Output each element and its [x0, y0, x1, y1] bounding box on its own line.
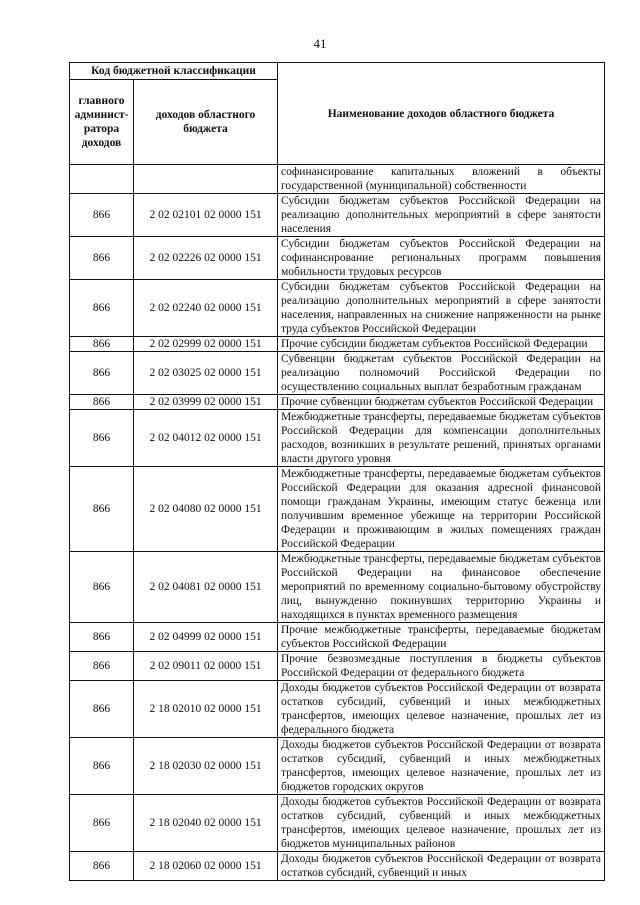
table-row — [70, 395, 605, 410]
admin-code-cell: 866 — [70, 410, 134, 467]
income-name-cell: Субсидии бюджетам субъектов Российской Федерации на реализацию дополнительных мероприятий в сфере занятости населения — [278, 194, 605, 237]
table-row — [70, 337, 605, 352]
table-row — [70, 852, 605, 881]
admin-code-cell: 866 — [70, 852, 134, 881]
income-name-cell: Субвенции бюджетам субъектов Российской Федерации на реализацию полномочий Российской Федерации по осуществлению социальных выплат безработным гражданам — [278, 352, 605, 395]
income-name-cell: Доходы бюджетов субъектов Российской Федерации от возврата остатков субсидий, субвенций и иных межбюджетных трансфертов, имеющих целевое назначение, прошлых лет из федерального бюджета — [278, 681, 605, 738]
admin-code-cell: 866 — [70, 237, 134, 280]
income-name-cell: софинансирование капитальных вложений в объекты государственной (муниципальной) собственности — [278, 165, 605, 194]
income-name-cell: Прочие субвенции бюджетам субъектов Российской Федерации — [278, 395, 605, 410]
admin-code-cell: 866 — [70, 194, 134, 237]
income-code-cell — [134, 165, 278, 194]
income-name-cell: Межбюджетные трансферты, передаваемые бюджетам субъектов Российской Федерации для компенсации дополнительных расходов, возникших в результате решений, принятых органами власти другого уровня — [278, 410, 605, 467]
admin-code-cell: 866 — [70, 280, 134, 337]
table-row — [70, 738, 605, 795]
table-row — [70, 652, 605, 681]
income-name-cell: Прочие межбюджетные трансферты, передаваемые бюджетам субъектов Российской Федерации — [278, 623, 605, 652]
table-row — [70, 280, 605, 337]
page-number: 41 — [313, 36, 327, 51]
income-name-cell: Прочие безвозмездные поступления в бюджеты субъектов Российской Федерации от федерального бюджета — [278, 652, 605, 681]
admin-code-cell: 866 — [70, 623, 134, 652]
income-name-cell: Доходы бюджетов субъектов Российской Федерации от возврата остатков субсидий, субвенций и иных — [278, 852, 605, 881]
admin-code-cell: 866 — [70, 681, 134, 738]
header-admin-code: главного админист-ратора доходов — [70, 80, 134, 165]
income-code-cell: 2 18 02030 02 0000 151 — [134, 738, 278, 795]
table-row — [70, 681, 605, 738]
table-row — [70, 552, 605, 623]
admin-code-cell: 866 — [70, 467, 134, 552]
table-row — [70, 795, 605, 852]
income-name-cell: Межбюджетные трансферты, передаваемые бюджетам субъектов Российской Федерации для оказания адресной финансовой помощи гражданам Украины, имеющим статус беженца или получившим временное убежище на территории Российской Федерации и проживающим в жилых помещениях граждан Российской Федерации — [278, 467, 605, 552]
income-code-cell: 2 02 03999 02 0000 151 — [134, 395, 278, 410]
income-code-cell: 2 02 04081 02 0000 151 — [134, 552, 278, 623]
admin-code-cell: 866 — [70, 337, 134, 352]
income-code-cell: 2 02 02226 02 0000 151 — [134, 237, 278, 280]
income-name-cell: Субсидии бюджетам субъектов Российской Федерации на реализацию дополнительных мероприятий в сфере занятости населения, направленных на снижение напряженности на рынке труда субъектов Российской Федерации — [278, 280, 605, 337]
income-code-cell: 2 02 02999 02 0000 151 — [134, 337, 278, 352]
income-code-cell: 2 02 02240 02 0000 151 — [134, 280, 278, 337]
income-name-cell: Субсидии бюджетам субъектов Российской Федерации на софинансирование региональных программ повышения мобильности трудовых ресурсов — [278, 237, 605, 280]
table-row — [70, 165, 605, 194]
table-row — [70, 237, 605, 280]
income-code-cell: 2 02 04999 02 0000 151 — [134, 623, 278, 652]
income-name-cell: Прочие субсидии бюджетам субъектов Российской Федерации — [278, 337, 605, 352]
income-code-cell: 2 02 04012 02 0000 151 — [134, 410, 278, 467]
admin-code-cell: 866 — [70, 738, 134, 795]
income-code-cell: 2 02 03025 02 0000 151 — [134, 352, 278, 395]
admin-code-cell — [70, 165, 134, 194]
budget-classification-table — [69, 62, 605, 881]
income-code-cell: 2 02 02101 02 0000 151 — [134, 194, 278, 237]
income-code-cell: 2 18 02040 02 0000 151 — [134, 795, 278, 852]
table-row — [70, 352, 605, 395]
table-row — [70, 410, 605, 467]
admin-code-cell: 866 — [70, 795, 134, 852]
header-budget-code: Код бюджетной классификации — [70, 63, 278, 80]
income-name-cell: Межбюджетные трансферты, передаваемые бюджетам субъектов Российской Федерации на финансовое обеспечение мероприятий по временному социально-бытовому обустройству лиц, вынужденно покинувших территорию Украины и находящихся в пунктах временного размещения — [278, 552, 605, 623]
income-name-cell: Доходы бюджетов субъектов Российской Федерации от возврата остатков субсидий, субвенций и иных межбюджетных трансфертов, имеющих целевое назначение, прошлых лет из бюджетов муниципальных районов — [278, 795, 605, 852]
header-income-code: доходов областного бюджета — [134, 80, 278, 165]
admin-code-cell: 866 — [70, 552, 134, 623]
admin-code-cell: 866 — [70, 652, 134, 681]
table-row — [70, 194, 605, 237]
table-row — [70, 623, 605, 652]
table-body — [70, 165, 605, 881]
table-row — [70, 467, 605, 552]
header-income-name: Наименование доходов областного бюджета — [278, 63, 605, 165]
income-code-cell: 2 18 02010 02 0000 151 — [134, 681, 278, 738]
income-name-cell: Доходы бюджетов субъектов Российской Федерации от возврата остатков субсидий, субвенций и иных межбюджетных трансфертов, имеющих целевое назначение, прошлых лет из бюджетов городских округов — [278, 738, 605, 795]
income-code-cell: 2 18 02060 02 0000 151 — [134, 852, 278, 881]
admin-code-cell: 866 — [70, 352, 134, 395]
income-code-cell: 2 02 09011 02 0000 151 — [134, 652, 278, 681]
income-code-cell: 2 02 04080 02 0000 151 — [134, 467, 278, 552]
admin-code-cell: 866 — [70, 395, 134, 410]
